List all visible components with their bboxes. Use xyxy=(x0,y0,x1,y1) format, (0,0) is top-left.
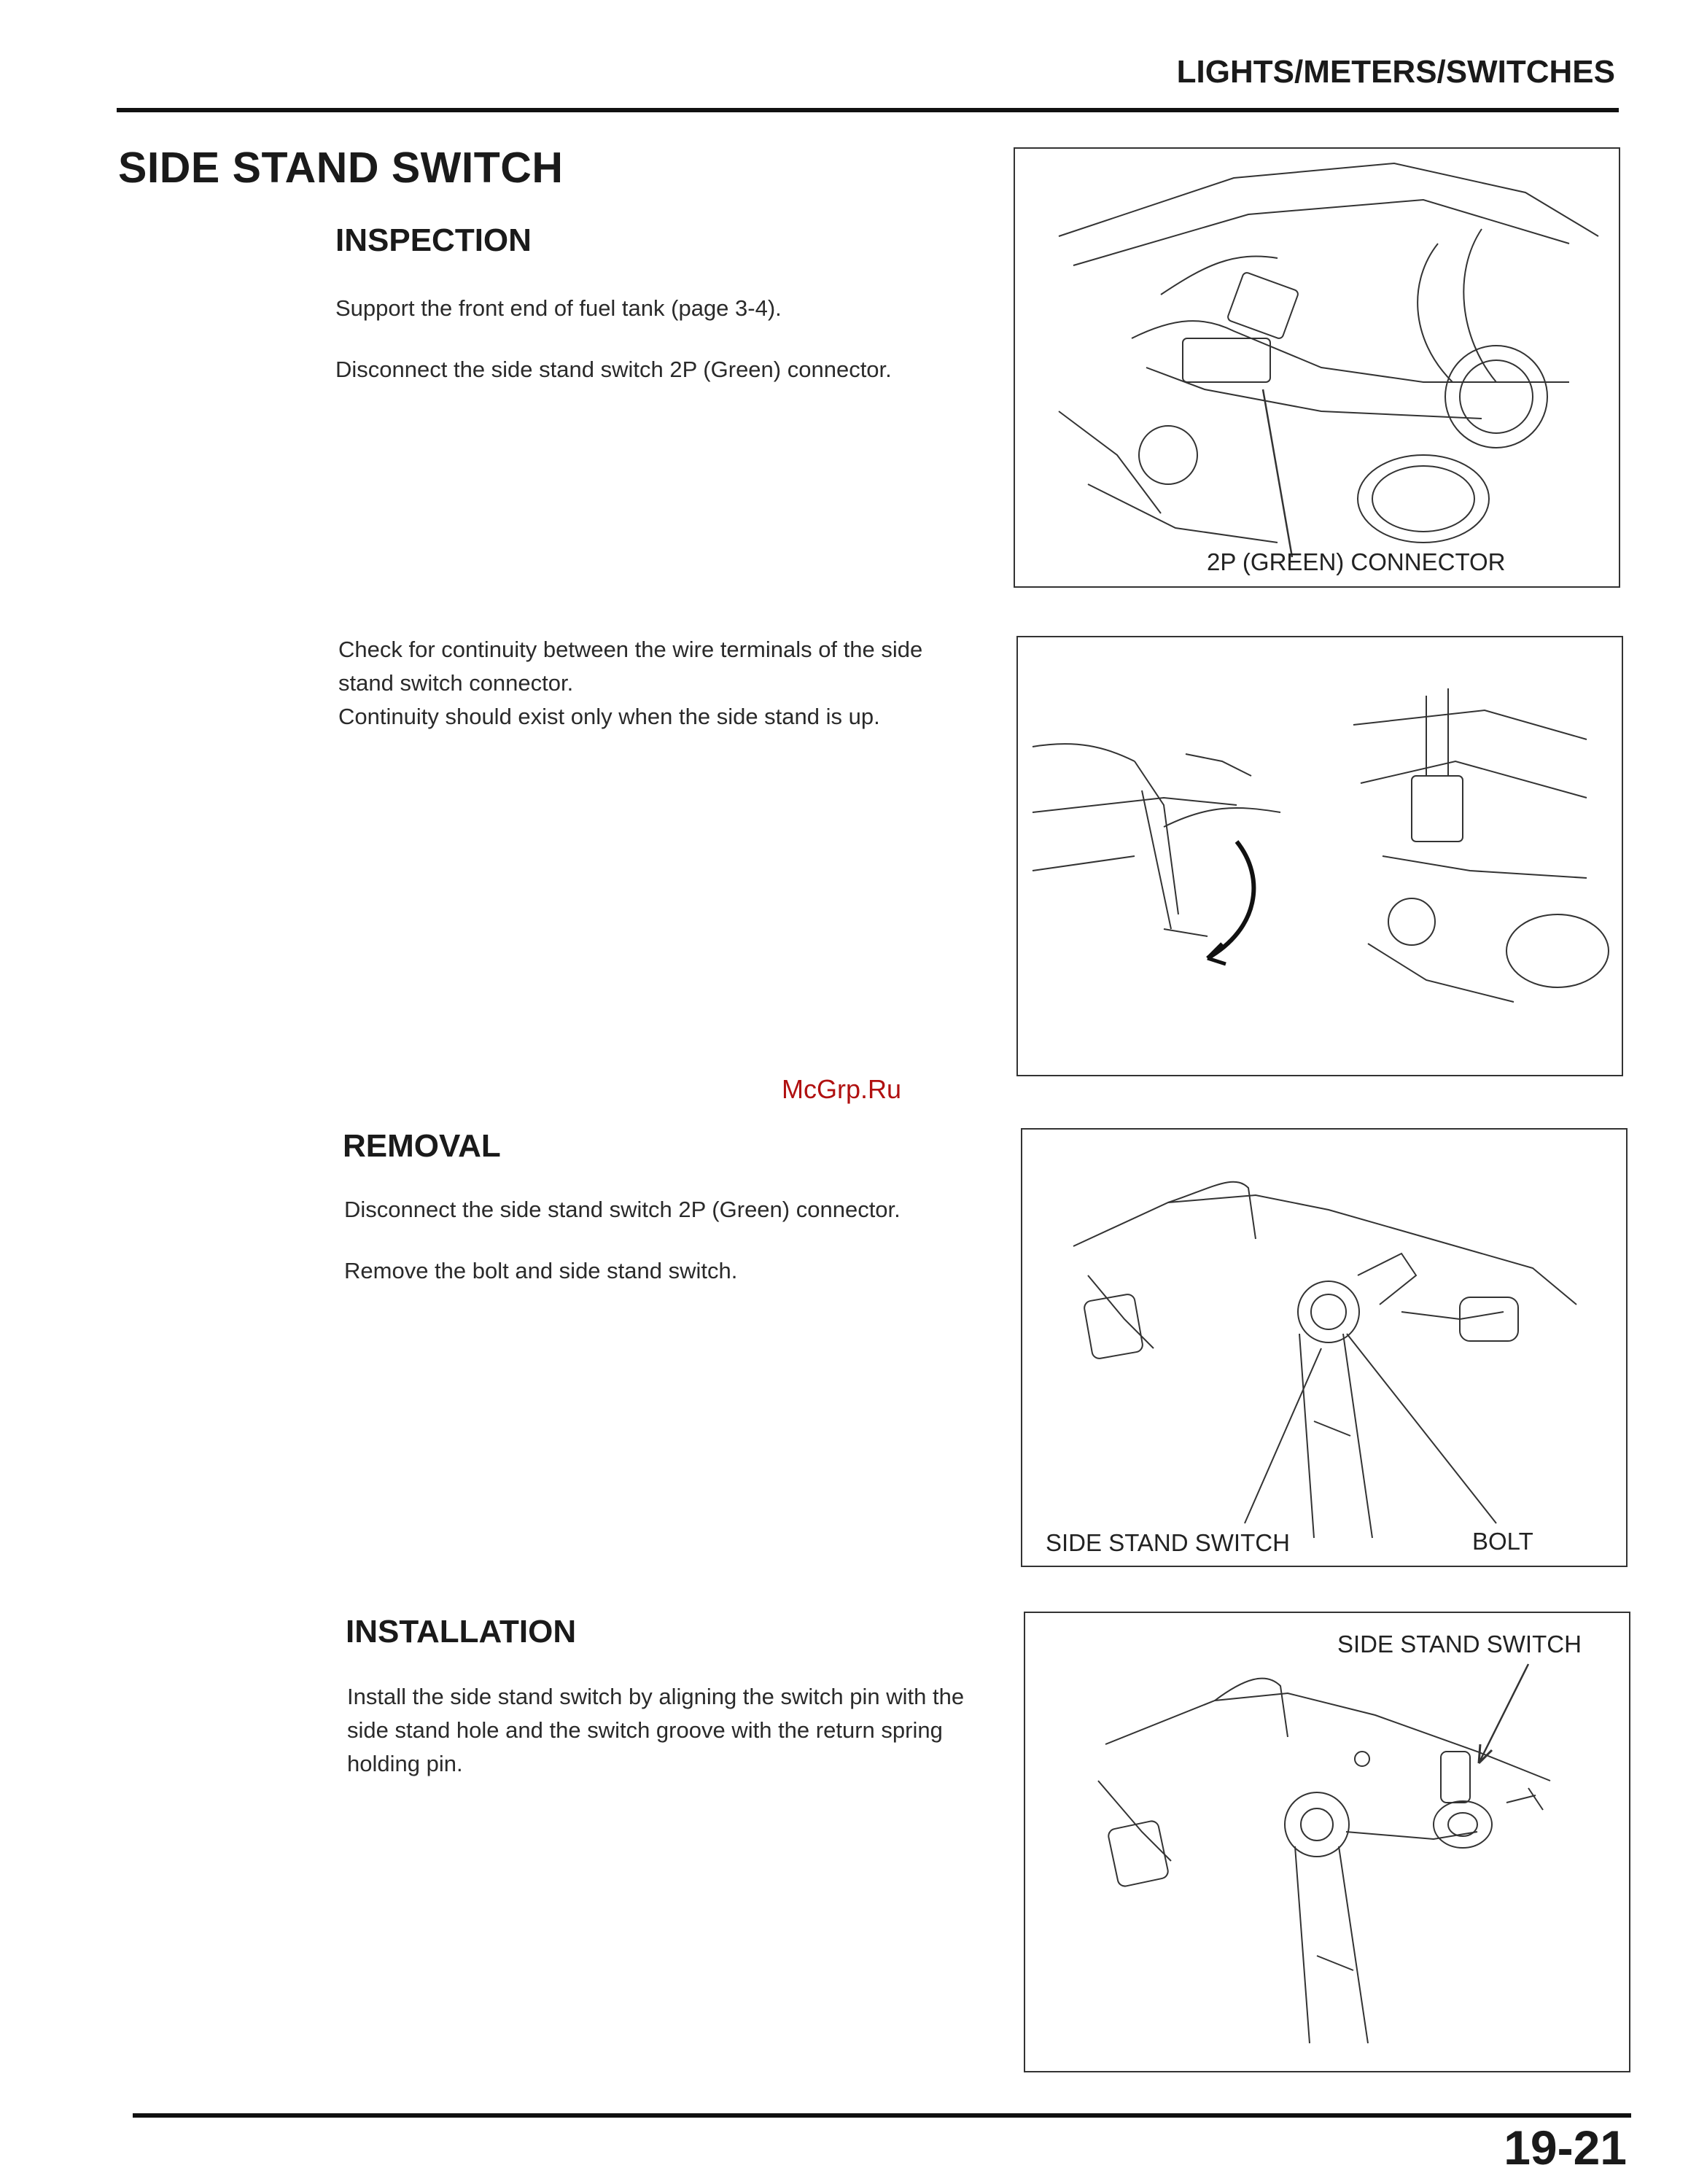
removal-paragraph-2: Remove the bolt and side stand switch. xyxy=(344,1258,738,1283)
removal-paragraph-1: Disconnect the side stand switch 2P (Green) connector. xyxy=(344,1197,901,1222)
figure-connector xyxy=(1014,147,1620,588)
figure-removal xyxy=(1021,1128,1628,1567)
footer-rule xyxy=(133,2113,1631,2118)
header-rule xyxy=(117,108,1619,112)
continuity-paragraph-check: Check for continuity between the wire terminals of the side stand switch connector. xyxy=(338,637,923,696)
connector-label: 2P (GREEN) CONNECTOR xyxy=(1207,548,1506,575)
continuity-illustration xyxy=(1018,637,1622,1075)
installation-paragraph: Install the side stand switch by aligning the switch pin with the side stand hole and the switch groove with the return spring holding pin. xyxy=(347,1684,965,1776)
continuity-text xyxy=(338,633,984,734)
header-title: LIGHTS/METERS/SWITCHES xyxy=(1176,54,1615,90)
removal-illustration xyxy=(1022,1130,1626,1566)
watermark-text: McGrp.Ru xyxy=(782,1074,902,1104)
inspection-paragraph-1: Support the front end of fuel tank (page 3-4). xyxy=(335,295,782,321)
inspection-text xyxy=(335,292,977,414)
section-title: SIDE STAND SWITCH xyxy=(118,144,564,192)
removal-switch-label: SIDE STAND SWITCH xyxy=(1046,1529,1290,1556)
installation-switch-label: SIDE STAND SWITCH xyxy=(1337,1631,1582,1658)
figure-installation xyxy=(1024,1612,1630,2072)
page-number: 19-21 xyxy=(1504,2121,1627,2175)
installation-heading: INSTALLATION xyxy=(346,1614,577,1649)
removal-bolt-label: BOLT xyxy=(1472,1528,1533,1555)
inspection-heading: INSPECTION xyxy=(335,222,532,258)
figure-continuity-check xyxy=(1016,636,1623,1076)
connector-illustration xyxy=(1015,149,1619,586)
removal-heading: REMOVAL xyxy=(343,1128,501,1164)
removal-text xyxy=(344,1193,986,1316)
continuity-paragraph-result: Continuity should exist only when the side stand is up. xyxy=(338,704,880,729)
inspection-paragraph-2: Disconnect the side stand switch 2P (Green) connector. xyxy=(335,357,892,382)
installation-illustration xyxy=(1025,1613,1629,2071)
